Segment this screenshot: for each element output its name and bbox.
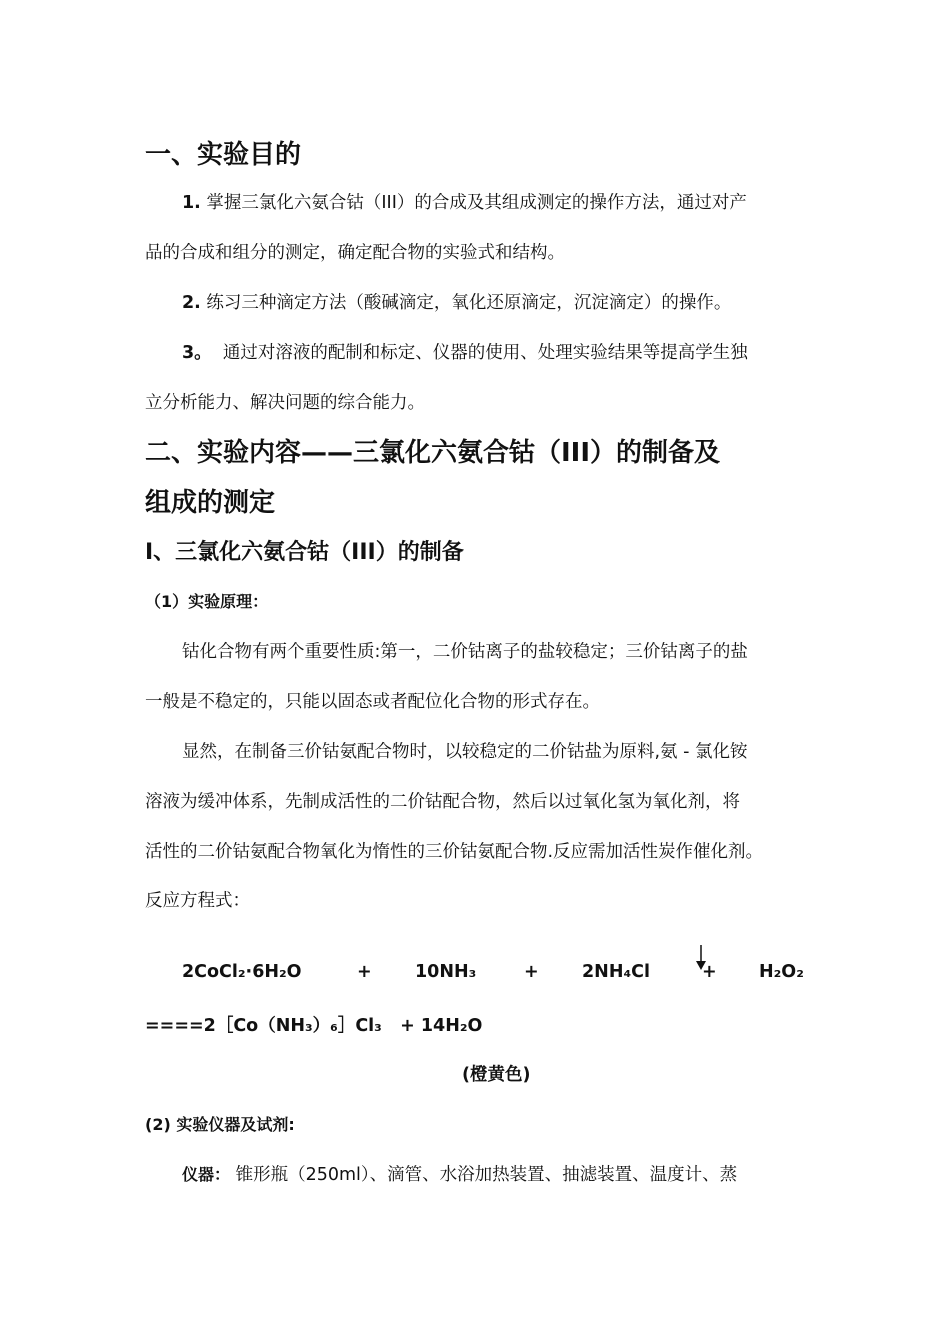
instruments-line <box>182 1161 737 1186</box>
para2-line4: 反应方程式： <box>145 891 250 911</box>
purpose-item-1-line2: 品的合成和组分的测定，确定配合物的实验式和结构。 <box>145 243 565 263</box>
purpose-item-3-line2: 立分析能力、解决问题的综合能力。 <box>145 393 425 413</box>
item-text: 通过对溶液的配制和标定、仪器的使用、处理实验结果等提高学生独 <box>211 343 748 363</box>
section-heading-content-line1: 二、实验内容——三氯化六氨合钴（III）的制备及 <box>145 438 721 468</box>
purpose-item-3-line1 <box>182 339 748 364</box>
para2-line3: 活性的二价钴氨配合物氧化为惰性的三价钴氨配合物.反应需加活性炭作催化剂。 <box>145 842 764 862</box>
item-number: 1. <box>182 193 201 213</box>
equation-term-4: H₂O₂ <box>759 962 804 982</box>
section-heading-purpose: 一、实验目的 <box>145 140 302 170</box>
para2-line1: 显然，在制备三价钴氨配合物时，以较稳定的二价钴盐为原料,氨 - 氯化铵 <box>182 742 748 762</box>
purpose-item-2 <box>182 289 731 314</box>
equation-plus-2: + <box>524 962 539 982</box>
item-number: 3。 <box>182 343 212 363</box>
equation-color-note: (橙黄色) <box>462 1065 531 1085</box>
equation-term-2: 10NH₃ <box>415 962 477 982</box>
equation-term-3: 2NH₄Cl <box>582 962 650 982</box>
instruments-text: 锥形瓶（250ml）、滴管、水浴加热装置、抽滤装置、温度计、蒸 <box>230 1165 738 1185</box>
section-heading-content-line2: 组成的测定 <box>145 488 276 518</box>
item-text: 练习三种滴定方法（酸碱滴定，氧化还原滴定，沉淀滴定）的操作。 <box>200 293 732 313</box>
equation-plus-3: + <box>702 962 717 982</box>
para2-line2: 溶液为缓冲体系，先制成活性的二价钴配合物，然后以过氧化氢为氧化剂，将 <box>145 792 740 812</box>
equation-line-2: ====2［Co（NH₃）₆］Cl₃ + 14H₂O <box>145 1016 483 1036</box>
purpose-item-1-line1 <box>182 189 747 214</box>
para1-line1: 钴化合物有两个重要性质:第一，二价钴离子的盐较稳定；三价钴离子的盐 <box>182 642 748 662</box>
item-number: 2. <box>182 293 201 313</box>
subsection-heading: I、三氯化六氨合钴（III）的制备 <box>145 540 464 565</box>
para1-line2: 一般是不稳定的，只能以固态或者配位化合物的形式存在。 <box>145 692 600 712</box>
instruments-label: 仪器： <box>182 1165 231 1184</box>
equation-term-1: 2CoCl₂·6H₂O <box>182 962 302 982</box>
equation-plus-1: + <box>357 962 372 982</box>
apparatus-heading: (2) 实验仪器及试剂: <box>145 1115 295 1134</box>
item-text: 掌握三氯化六氨合钴（III）的合成及其组成测定的操作方法，通过对产 <box>200 193 747 213</box>
principle-heading: （1）实验原理： <box>145 592 269 611</box>
